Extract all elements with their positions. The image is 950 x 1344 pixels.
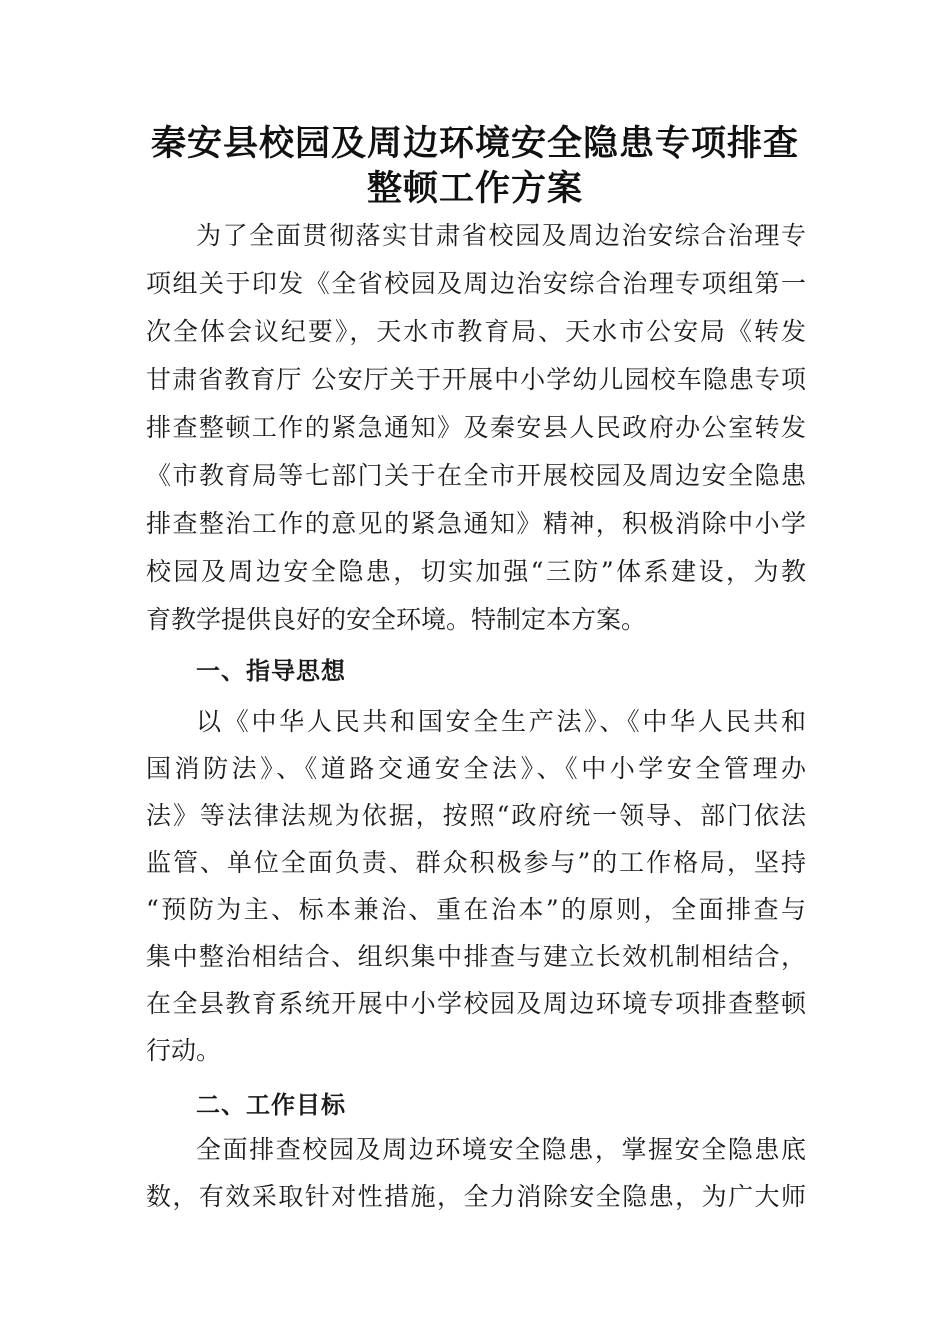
- section2-paragraph-line: 全面排查校园及周边环境安全隐患，掌握安全隐患底: [196, 1135, 806, 1164]
- section1-paragraph-line: 以《中华人民共和国安全生产法》、《中华人民共和: [196, 707, 806, 736]
- intro-paragraph-line: 为了全面贯彻落实甘肃省校园及周边治安综合治理专: [196, 221, 806, 250]
- intro-paragraph-line: 《市教育局等七部门关于在全市开展校园及周边安全隐患: [146, 461, 806, 490]
- section1-paragraph-line: 国消防法》、《道路交通安全法》、《中小学安全管理办: [146, 754, 806, 783]
- section-heading-work-goals: 二、工作目标: [196, 1091, 346, 1119]
- section2-paragraph-line: 数，有效采取针对性措施，全力消除安全隐患，为广大师: [146, 1182, 806, 1211]
- intro-paragraph-line: 甘肃省教育厅 公安厅关于开展中小学幼儿园校车隐患专项: [146, 365, 806, 394]
- intro-paragraph-line: 育教学提供良好的安全环境。特制定本方案。: [146, 605, 647, 634]
- intro-paragraph-line: 次全体会议纪要》，天水市教育局、天水市公安局《转发: [146, 317, 806, 346]
- intro-paragraph-line: 排查整顿工作的紧急通知》及秦安县人民政府办公室转发: [146, 413, 806, 442]
- section1-paragraph-line: “预防为主、标本兼治、重在治本”的原则，全面排查与: [146, 895, 806, 924]
- section1-paragraph-line: 行动。: [146, 1036, 222, 1065]
- intro-paragraph-line: 校园及周边安全隐患，切实加强“三防”体系建设，为教: [146, 557, 806, 586]
- document-title-line-1: 秦安县校园及周边环境安全隐患专项排查: [150, 123, 799, 164]
- intro-paragraph-line: 排查整治工作的意见的紧急通知》精神，积极消除中小学: [146, 509, 806, 538]
- section1-paragraph-line: 在全县教育系统开展中小学校园及周边环境专项排查整顿: [146, 989, 806, 1018]
- section-heading-guiding-ideology: 一、指导思想: [196, 657, 346, 685]
- section1-paragraph-line: 法》等法律法规为依据，按照“政府统一领导、部门依法: [146, 801, 806, 830]
- intro-paragraph-line: 项组关于印发《全省校园及周边治安综合治理专项组第一: [146, 269, 806, 298]
- section1-paragraph-line: 集中整治相结合、组织集中排查与建立长效机制相结合，: [146, 942, 806, 971]
- document-title-line-2: 整顿工作方案: [366, 168, 583, 209]
- section1-paragraph-line: 监管、单位全面负责、群众积极参与”的工作格局，坚持: [146, 848, 806, 877]
